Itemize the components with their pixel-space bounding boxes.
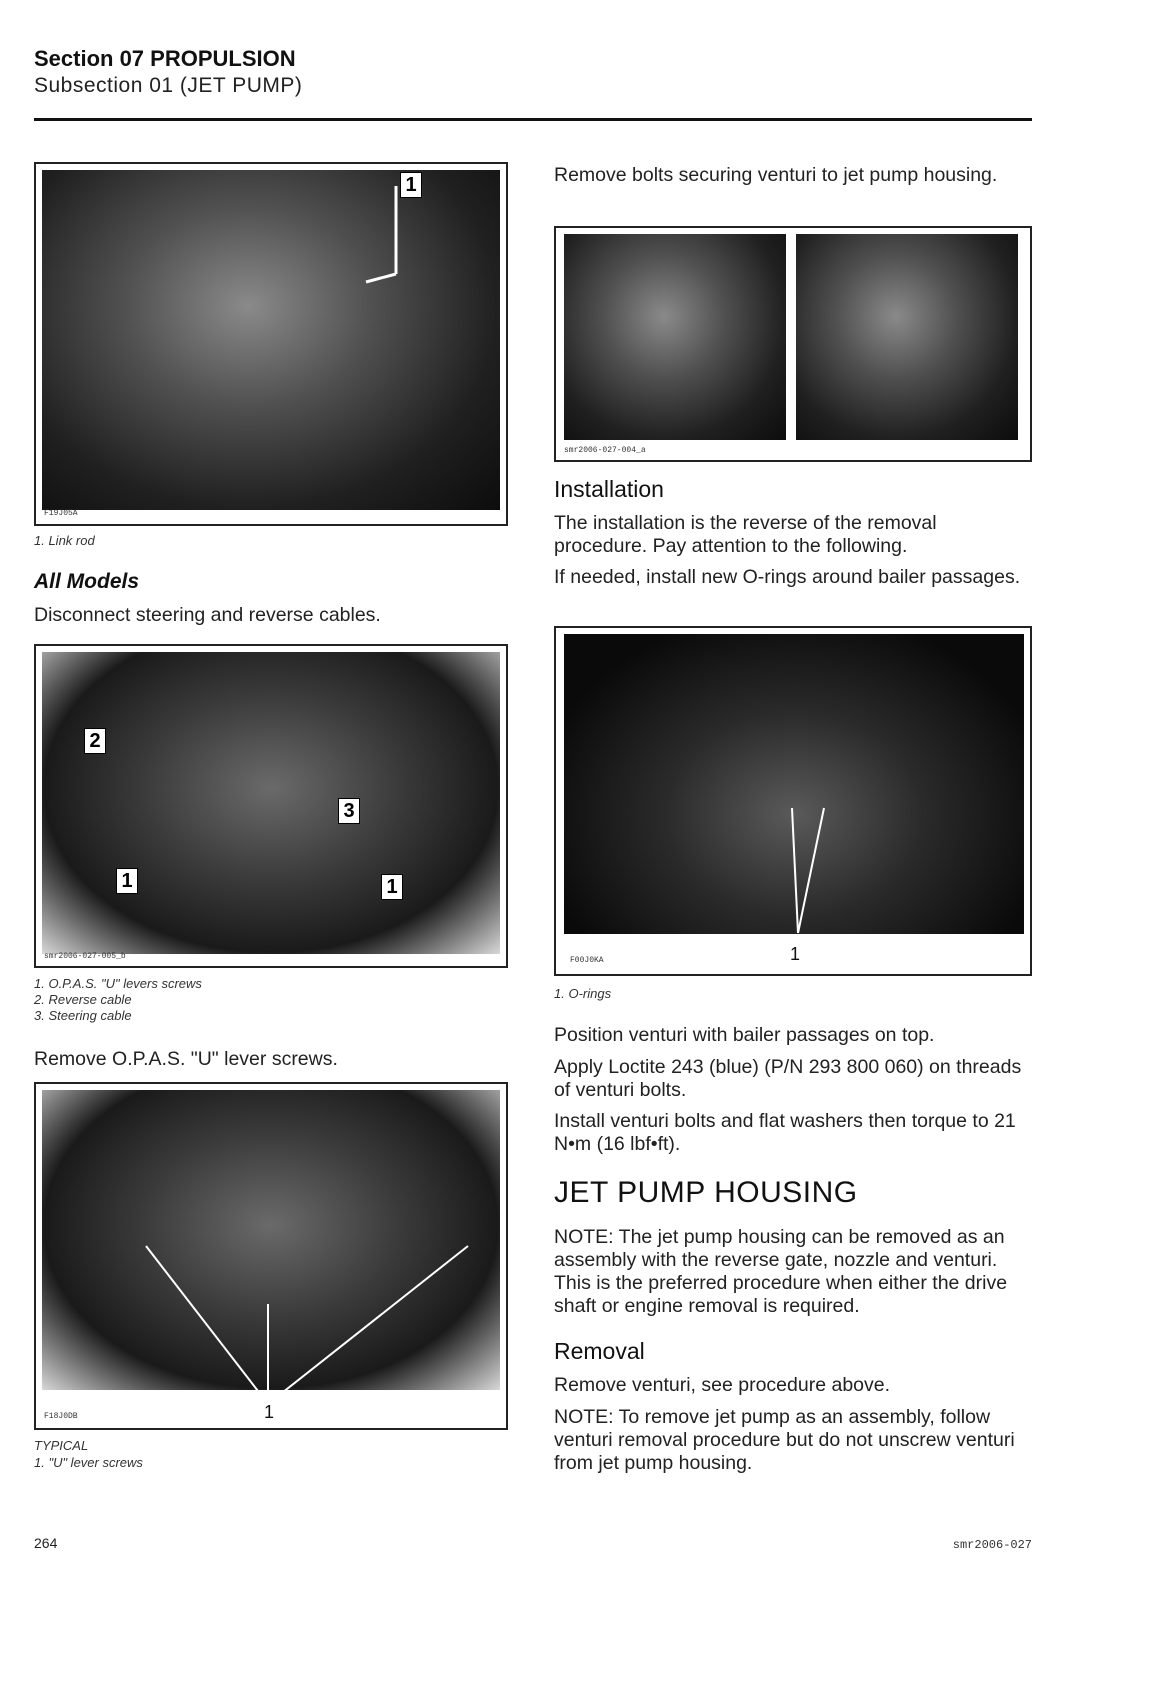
figure-callout-3: 3 [338,798,360,824]
callout-leader [36,1084,506,1428]
figure-code: F19J05A [44,509,78,518]
figure-code: F18J0DB [44,1412,78,1421]
figure-photo-right [796,234,1018,440]
installation-paragraph-2: If needed, install new O-rings around bailer passages. [554,566,1021,588]
removal-text: Remove venturi, see procedure above. [554,1374,891,1396]
figure-caption-line-1: 1. O.P.A.S. "U" levers screws [34,976,202,991]
page-number: 264 [34,1535,58,1551]
figure-code: F00J0KA [570,956,604,965]
figure-caption: 1. Link rod [34,533,95,548]
figure-caption-line-2: 2. Reverse cable [34,992,132,1007]
all-models-heading: All Models [34,570,140,593]
installation-paragraph-1: The installation is the reverse of the removal procedure. Pay attention to the following. [554,512,937,557]
subsection-title: Subsection 01 (JET PUMP) [34,74,303,97]
section-title: Section 07 PROPULSION [34,46,296,71]
apply-loctite-text: Apply Loctite 243 (blue) (P/N 293 800 060) on threads of venturi bolts. [554,1056,1022,1101]
position-text: Position venturi with bailer passages on top. [554,1024,935,1046]
note-2 [554,1406,1032,1475]
note-text: To remove jet pump as an assembly, follow venturi removal procedure but do not unscrew venturi from jet pump housing. [554,1406,1015,1474]
note-1 [554,1226,1032,1318]
remove-bolts-text: Remove bolts securing venturi to jet pump housing. [554,164,998,186]
figure-venturi-bolts [554,226,1032,462]
install-bolts-text: Install venturi bolts and flat washers then torque to 21 N•m (16 lbf•ft). [554,1110,1016,1155]
jet-pump-housing-heading: JET PUMP HOUSING [554,1176,858,1209]
figure-callout: 1 [400,172,422,198]
remove-opas-text: Remove O.P.A.S. "U" lever screws. [34,1048,338,1070]
document-code: smr2006-027 [952,1538,1032,1552]
figure-u-lever [34,1082,508,1430]
header-rule [34,118,1032,121]
figure-link-rod [34,162,508,526]
figure-code: smr2006-027-005_b [44,952,126,961]
figure-callout-1b: 1 [381,874,403,900]
figure-photo-left [564,234,786,440]
disconnect-text: Disconnect steering and reverse cables. [34,604,381,626]
figure-code: smr2006-027-004_a [564,446,646,455]
callout-leader [556,628,1030,974]
figure-callout-1a: 1 [116,868,138,894]
callout-leader [36,164,506,524]
figure-callout: 1 [790,944,801,964]
figure-callout-2: 2 [84,728,106,754]
figure-o-rings [554,626,1032,976]
figure-photo [42,652,500,954]
figure-callout: 1 [264,1402,275,1422]
figure-caption-typical: TYPICAL [34,1438,89,1453]
note-text: The jet pump housing can be removed as an assembly with the reverse gate, nozzle and venturi. This is the preferred procedure when either the drive shaft or engine removal is required. [554,1226,1008,1317]
note-label: NOTE: [554,1406,614,1428]
figure-caption-line-3: 3. Steering cable [34,1008,132,1023]
removal-heading: Removal [554,1338,645,1364]
installation-heading: Installation [554,476,664,502]
figure-caption: 1. "U" lever screws [34,1455,143,1470]
note-label: NOTE: [554,1226,614,1248]
figure-caption: 1. O-rings [554,986,612,1001]
figure-cables [34,644,508,968]
